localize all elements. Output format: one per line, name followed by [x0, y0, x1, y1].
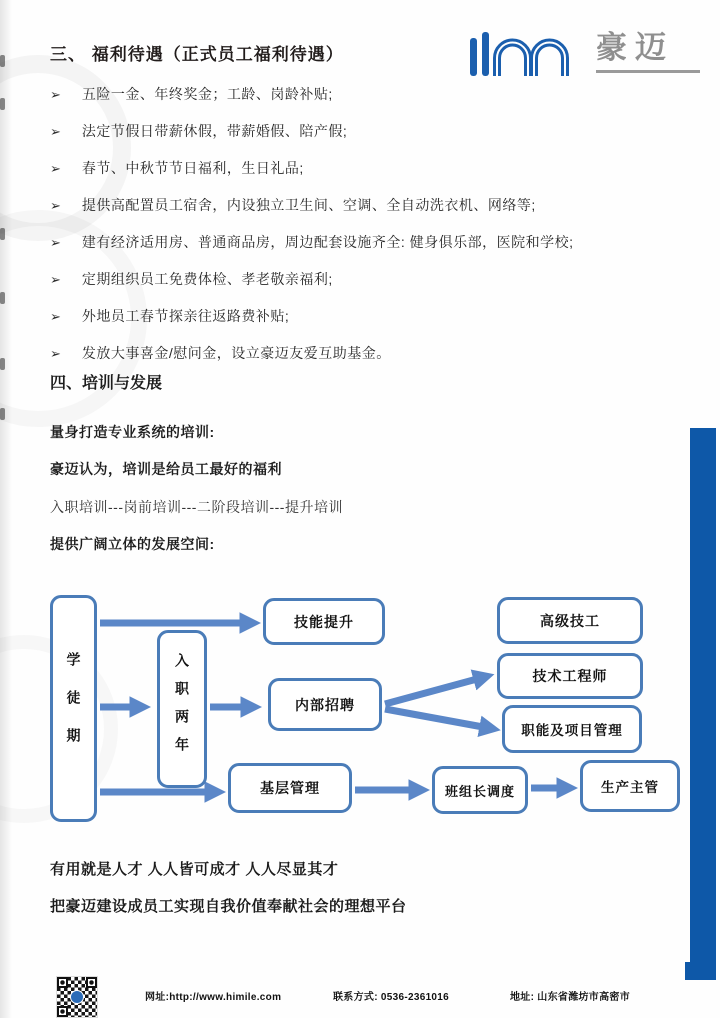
himile-logo	[468, 26, 708, 80]
bullet-arrow-icon: ➢	[50, 198, 61, 213]
footer-contact: 联系方式: 0536-2361016	[333, 992, 450, 1003]
welfare-bullet-list	[50, 84, 680, 380]
scan-smudge	[0, 228, 5, 240]
diagram-node-skill-improve	[263, 598, 385, 645]
bullet-arrow-icon: ➢	[50, 346, 61, 361]
accent-bar-foot	[685, 962, 716, 980]
list-item	[50, 269, 680, 306]
slogan-line: 有用就是人才 人人皆可成才 人人尽显其才	[50, 861, 339, 878]
training-line: 提供广阔立体的发展空间:	[50, 536, 215, 552]
qr-finder-icon	[57, 977, 68, 988]
bullet-text: 发放大事喜金/慰问金，设立豪迈友爱互助基金。	[81, 345, 391, 361]
list-item	[50, 195, 680, 232]
node-label: 内部招聘	[295, 696, 355, 713]
list-item	[50, 158, 680, 195]
diagram-node-two-years	[157, 630, 207, 788]
qr-finder-icon	[86, 977, 97, 988]
list-item	[50, 84, 680, 121]
list-item	[50, 232, 680, 269]
bullet-arrow-icon: ➢	[50, 235, 61, 250]
slogan-line: 把豪迈建设成员工实现自我价值奉献社会的理想平台	[50, 898, 407, 915]
himile-logo-arcs-icon	[468, 28, 588, 78]
qr-code	[57, 977, 97, 1017]
scan-smudge	[0, 358, 5, 370]
scan-smudge	[0, 98, 5, 110]
list-item	[50, 306, 680, 343]
diagram-node-apprentice	[50, 595, 97, 822]
bullet-text: 建有经济适用房、普通商品房，周边配套设施齐全: 健身俱乐部，医院和学校;	[81, 234, 574, 250]
footer-website: 网址:http://www.himile.com	[145, 992, 282, 1003]
training-line: 量身打造专业系统的培训:	[50, 424, 215, 440]
node-label: 基层管理	[260, 780, 320, 796]
scan-smudge	[0, 292, 5, 304]
section-welfare-heading: 三、 福利待遇（正式员工福利待遇）	[50, 45, 344, 64]
qr-finder-icon	[57, 1006, 68, 1017]
list-item	[50, 121, 680, 158]
bullet-arrow-icon: ➢	[50, 124, 61, 139]
bullet-text: 春节、中秋节节日福利，生日礼品;	[81, 160, 304, 176]
scan-smudge	[0, 55, 5, 67]
diagram-node-project-management	[502, 705, 642, 753]
himile-logo-wordmark: 豪迈	[596, 30, 674, 65]
bullet-arrow-icon: ➢	[50, 309, 61, 324]
logo-underline	[596, 70, 700, 73]
node-label: 职能及项目管理	[521, 723, 623, 738]
bullet-text: 定期组织员工免费体检、孝老敬亲福利;	[81, 271, 333, 287]
accent-bar	[690, 428, 716, 980]
node-label: 学徒期	[65, 651, 82, 766]
diagram-node-tech-engineer	[497, 653, 643, 699]
bullet-text: 提供高配置员工宿舍，内设独立卫生间、空调、全自动洗衣机、网络等;	[81, 197, 536, 213]
node-label: 生产主管	[601, 780, 659, 795]
diagram-node-grassroots-management	[228, 763, 352, 813]
node-label: 班组长调度	[444, 783, 515, 799]
training-line: 入职培训---岗前培训---二阶段培训---提升培训	[50, 499, 343, 515]
footer-address: 地址: 山东省潍坊市高密市	[510, 992, 631, 1003]
qr-center-logo-icon	[70, 990, 84, 1004]
diagram-node-production-supervisor	[580, 760, 680, 812]
node-label: 技能提升	[294, 613, 354, 630]
bullet-arrow-icon: ➢	[50, 87, 61, 102]
node-label: 技术工程师	[532, 668, 608, 684]
section-training-heading: 四、培训与发展	[50, 375, 163, 392]
career-path-diagram	[0, 585, 720, 835]
bullet-arrow-icon: ➢	[50, 272, 61, 287]
bullet-text: 法定节假日带薪休假，带薪婚假、陪产假;	[81, 123, 348, 139]
scan-smudge	[0, 408, 5, 420]
diagram-node-team-leader	[432, 766, 528, 814]
node-label: 高级技工	[540, 612, 600, 629]
training-line: 豪迈认为，培训是给员工最好的福利	[50, 461, 282, 477]
diagram-node-internal-recruit	[268, 678, 382, 731]
node-label: 入职两年	[174, 653, 190, 765]
bullet-arrow-icon: ➢	[50, 161, 61, 176]
bullet-text: 外地员工春节探亲往返路费补贴;	[81, 308, 290, 324]
diagram-node-senior-technician	[497, 597, 643, 644]
bullet-text: 五险一金、年终奖金；工龄、岗龄补贴;	[81, 86, 333, 102]
